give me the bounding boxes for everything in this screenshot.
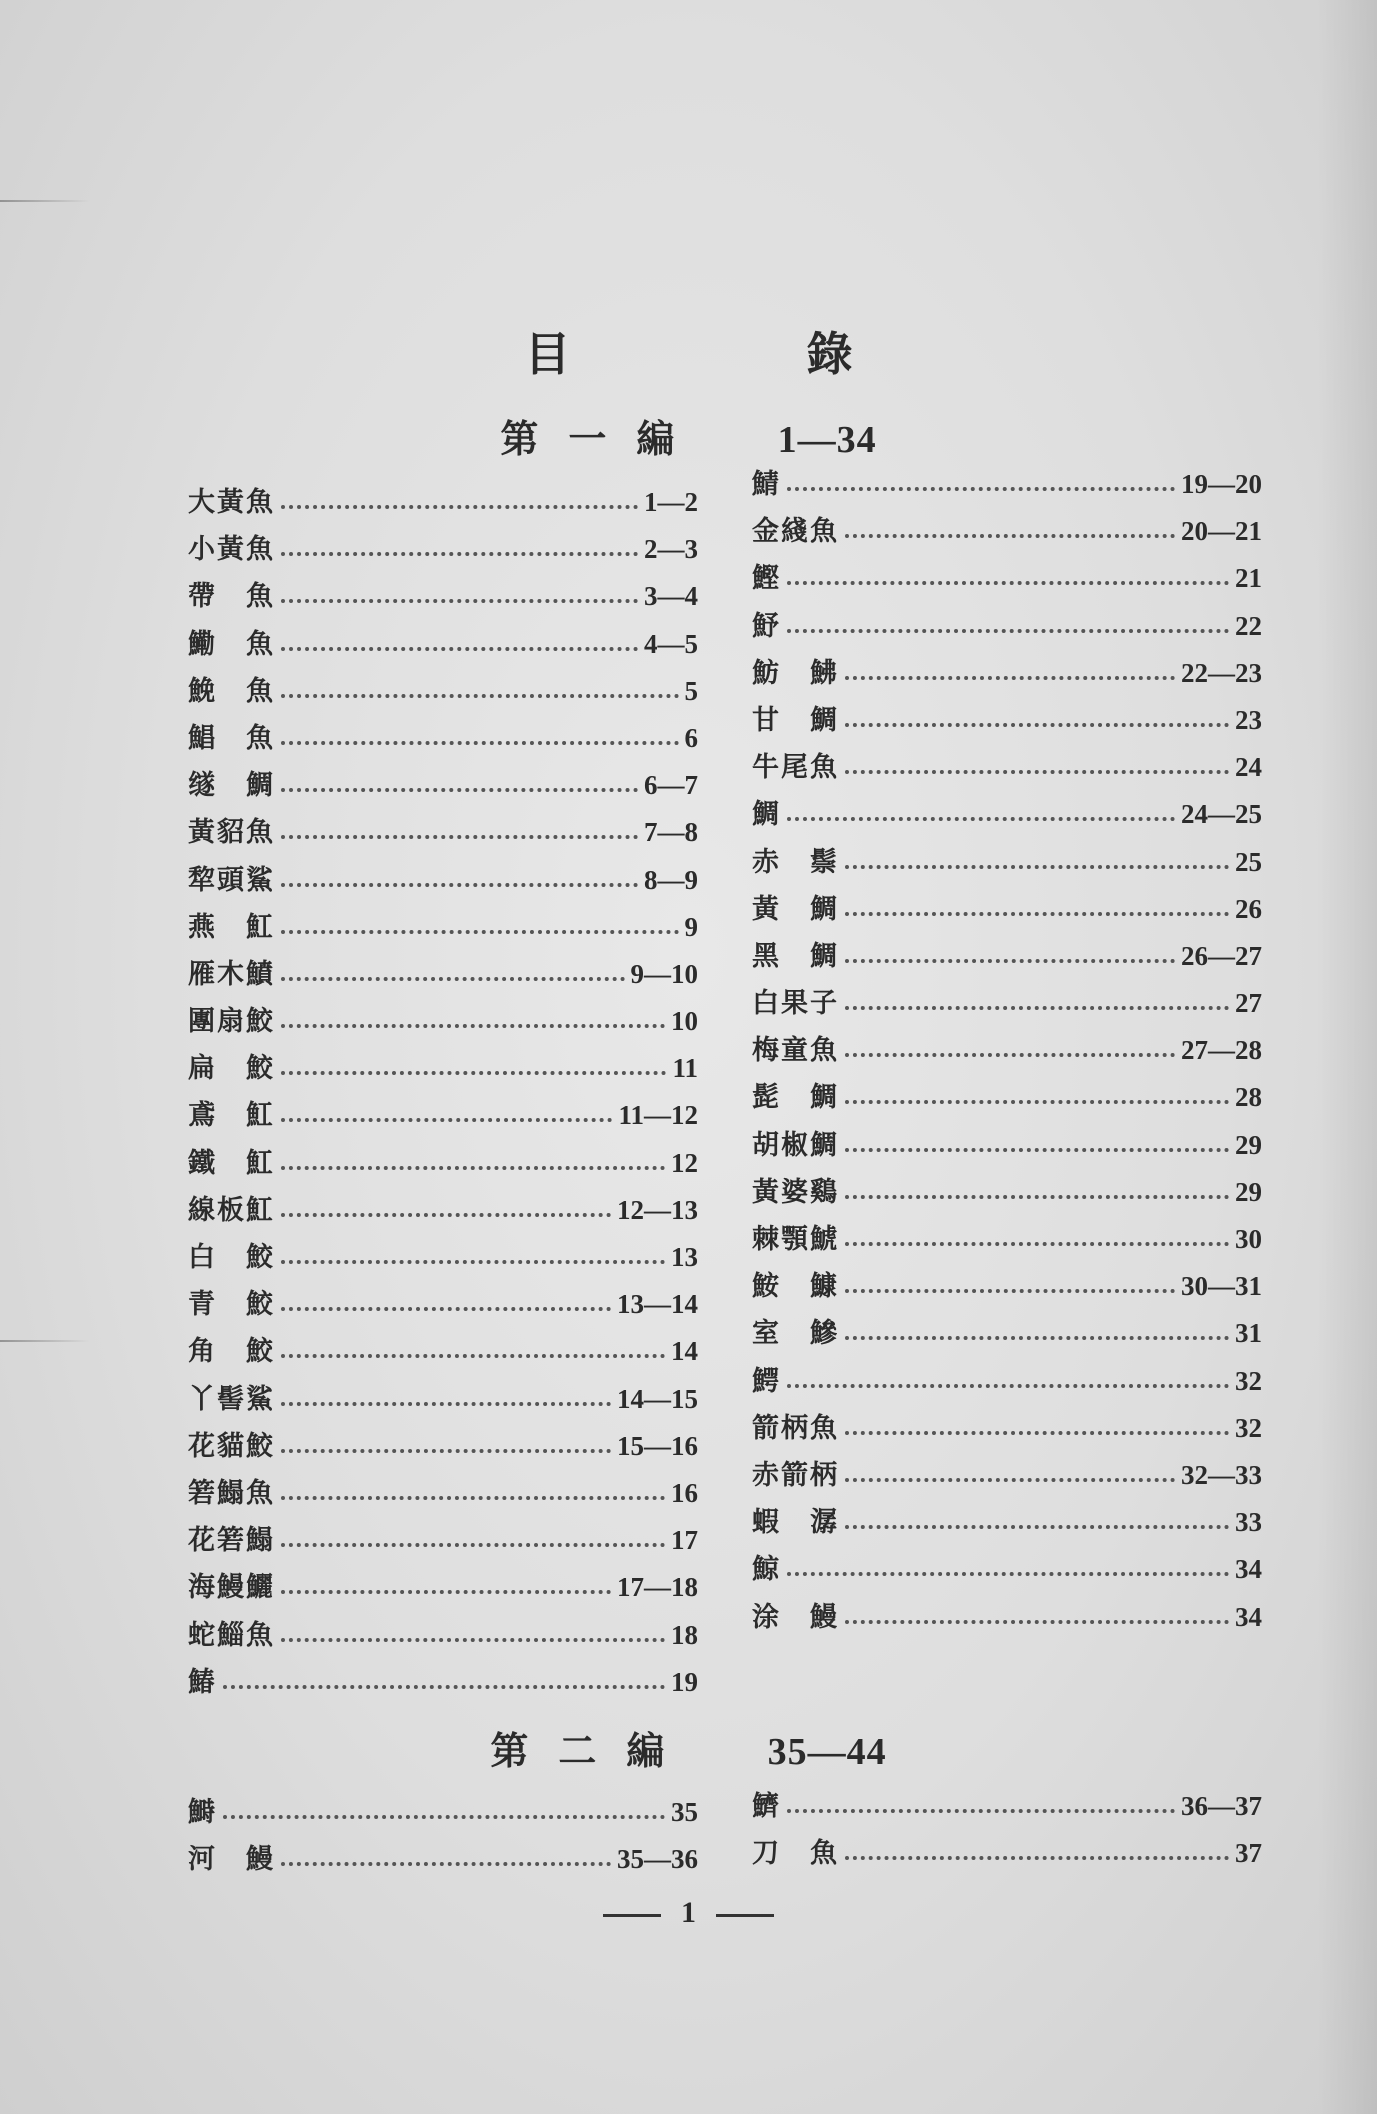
dot-leader: [845, 530, 1175, 538]
toc-entry: [188, 1790, 698, 1837]
toc-entry-name: 花箬鰨: [188, 1525, 275, 1557]
toc-entry: [188, 716, 698, 763]
toc-entry: [752, 1547, 1262, 1594]
toc-entry-pages: 15—16: [617, 1430, 698, 1461]
dash-decoration: [603, 1914, 661, 1917]
toc-entry-name: 犂頭鯊: [188, 864, 275, 896]
dot-leader: [281, 1586, 611, 1594]
page-title: 目 錄: [524, 327, 963, 381]
dot-leader: [281, 1209, 611, 1217]
toc-entry: [752, 556, 1262, 603]
dot-leader: [845, 719, 1229, 727]
dot-leader: [281, 1492, 665, 1500]
toc-entry-pages: 17—18: [617, 1572, 698, 1603]
section-label: 第二編: [490, 1728, 695, 1773]
toc-entry: [752, 1453, 1262, 1500]
toc-entry: [752, 1123, 1262, 1170]
toc-entry-name: 魴 鮄: [752, 657, 839, 689]
dot-leader: [281, 548, 638, 556]
toc-entry-pages: 26—27: [1181, 940, 1262, 971]
toc-entry-pages: 8—9: [644, 864, 698, 895]
toc-entry-pages: 14—15: [617, 1383, 698, 1414]
toc-entry-pages: 3—4: [644, 581, 698, 612]
toc-entry-pages: 32—33: [1181, 1459, 1262, 1490]
toc-entry-pages: 22: [1235, 610, 1262, 641]
toc-entry: [188, 1837, 698, 1884]
section-heading-1: [0, 408, 1377, 463]
toc-entry-name: 鯨: [752, 1554, 781, 1586]
toc-entry-name: 鯖: [752, 469, 781, 500]
toc-entry: [188, 1235, 698, 1282]
toc-entry-name: 青 鮫: [188, 1289, 275, 1321]
toc-entry-pages: 34: [1235, 1554, 1262, 1585]
toc-entry: [752, 1311, 1262, 1358]
dot-leader: [845, 766, 1229, 774]
toc-entry-name: 白果子: [752, 988, 839, 1020]
dot-leader: [281, 926, 679, 934]
toc-entry: [188, 1377, 698, 1424]
toc-entry-name: 黃貂魚: [188, 817, 275, 849]
toc-entry-pages: 21: [1235, 563, 1262, 594]
toc-entry: [752, 840, 1262, 887]
toc-entry: [188, 527, 698, 574]
toc-entry: [752, 462, 1262, 509]
toc-entry-pages: 19: [671, 1666, 698, 1697]
dot-leader: [845, 1332, 1229, 1340]
toc-entry-pages: 11—12: [618, 1100, 698, 1131]
toc-entry: [188, 1660, 698, 1707]
toc-entry: [188, 905, 698, 952]
toc-entry-pages: 27—28: [1181, 1035, 1262, 1066]
toc-entry-name: 髭 鯛: [752, 1082, 839, 1114]
toc-entry-pages: 12—13: [617, 1194, 698, 1225]
toc-entry: [752, 1406, 1262, 1453]
toc-entry: [752, 1170, 1262, 1217]
dot-leader: [281, 1539, 665, 1547]
toc-entry: [188, 1471, 698, 1518]
section-heading-2: [0, 1720, 1377, 1775]
toc-entry-pages: 22—23: [1181, 657, 1262, 688]
toc-entry-name: 燕 魟: [188, 911, 275, 943]
toc-entry: [188, 1188, 698, 1235]
toc-entry: [752, 651, 1262, 698]
dot-leader: [281, 1020, 665, 1028]
toc-entry-name: 魣: [752, 610, 781, 642]
toc-entry-name: 鰳 魚: [188, 628, 275, 660]
toc-entry-name: 鮟 鱇: [752, 1271, 839, 1303]
toc-entry: [752, 792, 1262, 839]
toc-entry-pages: 17: [671, 1525, 698, 1556]
toc-entry-name: 箭柄魚: [752, 1412, 839, 1444]
toc-entry-name: 鐵 魟: [188, 1147, 275, 1179]
toc-entry: [188, 1282, 698, 1329]
toc-entry: [188, 1424, 698, 1471]
toc-entry-pages: 2—3: [644, 534, 698, 565]
dot-leader: [845, 1852, 1229, 1860]
page-number: [0, 1896, 1377, 1930]
toc-entry-name: 鰣: [188, 1797, 217, 1828]
toc-entry-name: 線板魟: [188, 1194, 275, 1226]
toc-entry-name: 海鰻鱺: [188, 1572, 275, 1604]
dot-leader: [281, 737, 679, 745]
toc-column-left: [188, 480, 698, 1707]
dot-leader: [787, 625, 1229, 633]
toc-entry-pages: 26: [1235, 893, 1262, 924]
toc-entry-pages: 27: [1235, 988, 1262, 1019]
toc-entry: [752, 1784, 1262, 1831]
toc-entry-pages: 16: [671, 1477, 698, 1508]
toc-entry: [188, 1565, 698, 1612]
toc-entry-pages: 34: [1235, 1601, 1262, 1632]
toc-entry-pages: 9: [684, 911, 698, 942]
toc-entry-pages: 23: [1235, 704, 1262, 735]
toc-column-right: [752, 1784, 1262, 1878]
toc-entry-name: 黃婆鷄: [752, 1176, 839, 1208]
toc-entry-name: 梅童魚: [752, 1035, 839, 1067]
dot-leader: [281, 501, 638, 509]
dot-leader: [845, 1144, 1229, 1152]
dot-leader: [281, 1858, 611, 1866]
toc-entry-pages: 32: [1235, 1365, 1262, 1396]
dot-leader: [281, 1350, 665, 1358]
toc-entry: [188, 1518, 698, 1565]
toc-entry-name: 黑 鯛: [752, 940, 839, 972]
section-range: 1—34: [777, 419, 877, 461]
toc-entry: [188, 810, 698, 857]
toc-entry: [752, 934, 1262, 981]
toc-entry-pages: 10: [671, 1006, 698, 1037]
toc-entry-name: 鰹: [752, 563, 781, 595]
dot-leader: [787, 1805, 1175, 1813]
toc-entry: [188, 763, 698, 810]
toc-entry-name: 涂 鰻: [752, 1601, 839, 1633]
toc-entry-pages: 35—36: [617, 1844, 698, 1875]
toc-entry-name: 帶 魚: [188, 581, 275, 613]
toc-entry-pages: 33: [1235, 1507, 1262, 1538]
toc-entry: [752, 745, 1262, 792]
toc-entry-pages: 5: [684, 675, 698, 706]
toc-entry: [188, 480, 698, 527]
toc-entry-name: 鱭: [752, 1791, 781, 1822]
toc-entry: [752, 509, 1262, 556]
toc-entry-pages: 30: [1235, 1224, 1262, 1254]
toc-entry: [188, 999, 698, 1046]
toc-entry: [752, 1264, 1262, 1311]
toc-entry-pages: 18: [671, 1619, 698, 1650]
toc-entry-pages: 35: [671, 1797, 698, 1827]
toc-entry-name: 大黃魚: [188, 487, 275, 518]
toc-entry-pages: 4—5: [644, 628, 698, 659]
dot-leader: [845, 1427, 1229, 1435]
toc-entry-pages: 31: [1235, 1318, 1262, 1349]
toc-entry-name: 室 鰺: [752, 1318, 839, 1350]
toc-entry-name: 箬鰨魚: [188, 1477, 275, 1509]
toc-entry: [188, 858, 698, 905]
dot-leader: [845, 1285, 1175, 1293]
toc-entry: [188, 952, 698, 999]
toc-entry-pages: 29: [1235, 1129, 1262, 1160]
dot-leader: [845, 861, 1229, 869]
toc-entry: [188, 574, 698, 621]
dot-leader: [281, 595, 638, 603]
toc-entry-name: 赤 鬃: [752, 846, 839, 878]
dot-leader: [845, 955, 1175, 963]
toc-entry-name: 花貓鮫: [188, 1430, 275, 1462]
dot-leader: [845, 672, 1175, 680]
toc-entry-pages: 20—21: [1181, 516, 1262, 547]
dot-leader: [845, 1474, 1175, 1482]
section-range: 35—44: [767, 1731, 887, 1773]
toc-entry-pages: 24: [1235, 752, 1262, 783]
toc-entry: [752, 1075, 1262, 1122]
toc-entry: [752, 604, 1262, 651]
toc-entry-pages: 12: [671, 1147, 698, 1178]
toc-entry-pages: 29: [1235, 1176, 1262, 1207]
toc-entry-name: 河 鰻: [188, 1844, 275, 1876]
toc-entry-name: 鰐: [752, 1365, 781, 1397]
toc-entry-name: 胡椒鯛: [752, 1129, 839, 1161]
toc-entry: [188, 1613, 698, 1660]
toc-entry-pages: 11: [672, 1053, 698, 1084]
dot-leader: [281, 784, 638, 792]
toc-entry-pages: 36—37: [1181, 1791, 1262, 1821]
dot-leader: [281, 1067, 666, 1075]
dot-leader: [845, 1096, 1229, 1104]
dash-decoration: [716, 1914, 774, 1917]
toc-entry-name: 牛尾魚: [752, 752, 839, 784]
toc-entry-pages: 7—8: [644, 817, 698, 848]
toc-entry-pages: 24—25: [1181, 799, 1262, 830]
dot-leader: [845, 1616, 1229, 1624]
toc-entry: [188, 1329, 698, 1376]
toc-entry-pages: 13—14: [617, 1289, 698, 1320]
toc-entry-pages: 1—2: [644, 487, 698, 517]
dot-leader: [281, 690, 679, 698]
dot-leader: [281, 1445, 611, 1453]
toc-entry-name: 金綫魚: [752, 516, 839, 548]
toc-entry-name: 黃 鯛: [752, 893, 839, 925]
toc-column-right: [752, 462, 1262, 1642]
toc-entry-pages: 9—10: [630, 958, 698, 989]
toc-entry-name: 蛇鯔魚: [188, 1619, 275, 1651]
paper-crease: [0, 200, 90, 202]
toc-entry: [752, 887, 1262, 934]
toc-entry-pages: 30—31: [1181, 1271, 1262, 1302]
dot-leader: [281, 1162, 665, 1170]
toc-entry-name: 小黃魚: [188, 534, 275, 566]
toc-entry-name: 䍁 鯛: [188, 770, 275, 802]
dot-leader: [223, 1811, 665, 1819]
toc-entry-name: 白 鮫: [188, 1242, 275, 1273]
toc-entry-name: 鰆: [188, 1666, 217, 1698]
toc-entry-name: 鯧 魚: [188, 722, 275, 754]
dot-leader: [281, 1256, 665, 1264]
toc-entry-name: 鯛: [752, 799, 781, 831]
dot-leader: [845, 1002, 1229, 1010]
dot-leader: [281, 1303, 611, 1311]
dot-leader: [787, 483, 1175, 491]
toc-entry-pages: 37: [1235, 1838, 1262, 1869]
toc-entry-name: 棘顎鯱: [752, 1224, 839, 1255]
toc-entry-name: 雁木鱝: [188, 958, 275, 990]
dot-leader: [845, 1238, 1229, 1246]
toc-entry: [752, 1217, 1262, 1264]
dot-leader: [281, 1114, 612, 1122]
toc-entry: [752, 1595, 1262, 1642]
toc-entry-name: 角 鮫: [188, 1336, 275, 1368]
toc-entry-name: 團扇鮫: [188, 1006, 275, 1038]
toc-entry: [752, 981, 1262, 1028]
dot-leader: [845, 1049, 1175, 1057]
toc-entry: [188, 1141, 698, 1188]
toc-entry: [188, 669, 698, 716]
toc-entry: [752, 1500, 1262, 1547]
toc-entry: [752, 698, 1262, 745]
dot-leader: [845, 1521, 1229, 1529]
toc-entry-name: 蝦 潺: [752, 1507, 839, 1539]
toc-entry-pages: 6: [684, 722, 698, 753]
section-label: 第一編: [500, 416, 705, 461]
dot-leader: [787, 813, 1175, 821]
paper-crease: [0, 1340, 90, 1342]
toc-entry-pages: 14: [671, 1336, 698, 1367]
toc-entry-name: 甘 鯛: [752, 704, 839, 736]
dot-leader: [281, 879, 638, 887]
dot-leader: [223, 1681, 665, 1689]
dot-leader: [787, 1380, 1229, 1388]
toc-entry-pages: 25: [1235, 846, 1262, 877]
dot-leader: [845, 1191, 1229, 1199]
dot-leader: [787, 1568, 1229, 1576]
toc-entry-pages: 28: [1235, 1082, 1262, 1113]
toc-entry-name: 赤箭柄: [752, 1459, 839, 1491]
toc-entry-name: 鳶 魟: [188, 1100, 275, 1132]
toc-entry: [752, 1831, 1262, 1878]
toc-entry-pages: 6—7: [644, 770, 698, 801]
page-number-value: 1: [681, 1896, 696, 1929]
toc-entry-pages: 19—20: [1181, 469, 1262, 499]
toc-column-left: [188, 1790, 698, 1884]
toc-entry-pages: 13: [671, 1242, 698, 1272]
toc-entry: [188, 1093, 698, 1140]
toc-entry: [752, 1359, 1262, 1406]
toc-entry: [188, 1046, 698, 1093]
toc-entry-name: 鮸 魚: [188, 675, 275, 707]
dot-leader: [281, 831, 638, 839]
dot-leader: [845, 908, 1229, 916]
dot-leader: [281, 643, 638, 651]
dot-leader: [281, 973, 625, 981]
dot-leader: [281, 1398, 611, 1406]
toc-entry: [188, 622, 698, 669]
dot-leader: [787, 577, 1229, 585]
toc-entry-name: 扁 鮫: [188, 1053, 275, 1085]
toc-entry-pages: 32: [1235, 1412, 1262, 1443]
toc-entry: [752, 1028, 1262, 1075]
toc-entry-name: 丫髻鯊: [188, 1383, 275, 1415]
dot-leader: [281, 1634, 665, 1642]
toc-entry-name: 刀 魚: [752, 1838, 839, 1870]
